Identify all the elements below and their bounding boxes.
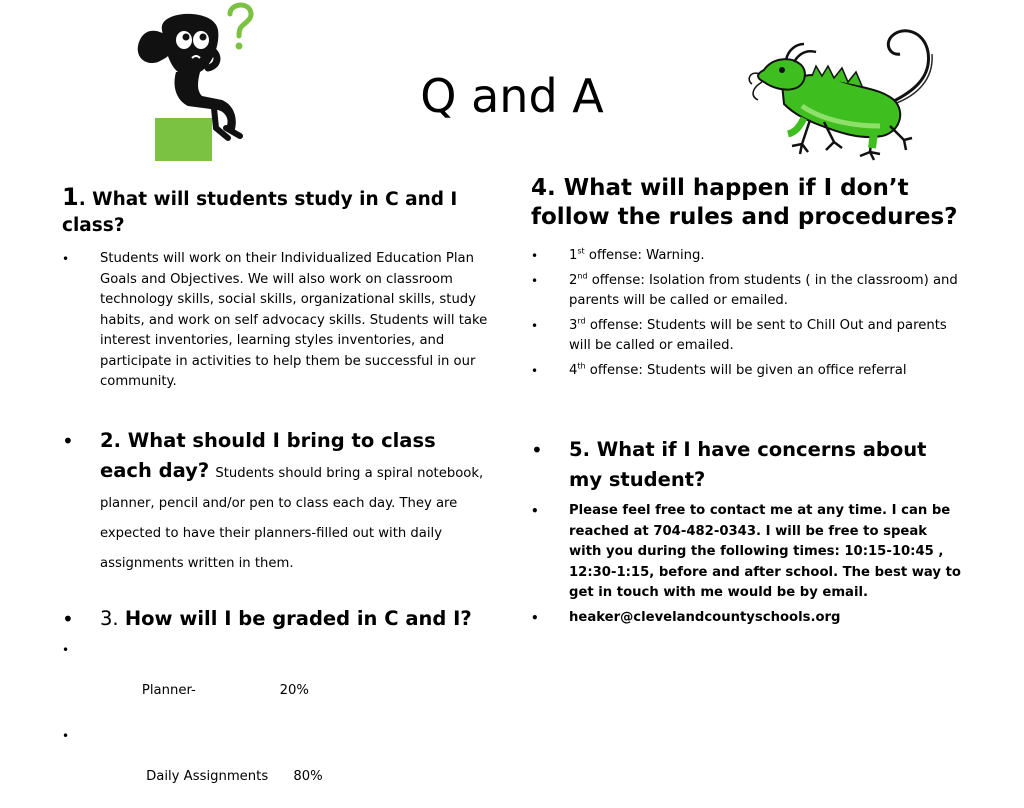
offense-item: [531, 361, 961, 382]
bullet: •: [62, 728, 70, 743]
offense-item: [531, 271, 961, 312]
question-1-heading: [62, 184, 490, 239]
offense-text: offense: Students will be given an office referral: [585, 362, 907, 378]
question-2-list: [62, 426, 490, 576]
bullet: •: [62, 606, 74, 631]
offense-suffix: rd: [577, 316, 586, 326]
grade-item: Daily Assignments: [133, 768, 269, 784]
list-item: [62, 426, 490, 576]
list-item: [62, 249, 490, 393]
left-column: [62, 174, 490, 808]
right-column: [531, 174, 961, 628]
green-dragon-icon: [742, 22, 947, 162]
offense-list: [531, 246, 961, 381]
contact-email: heaker@clevelandcountyschools.org: [569, 609, 841, 625]
list-item: [531, 608, 961, 629]
offense-number: 2: [569, 272, 578, 288]
question-5-heading: 5. What if I have concerns about my student?: [569, 438, 927, 491]
question-5-list: [531, 435, 961, 628]
grade-item: Planner-: [133, 682, 196, 698]
list-item: [531, 435, 961, 495]
question-2-answer: Students should bring a spiral notebook, planner, pencil and/or pen to class each day. They are expected to have their planners-filled out with daily assignments written in them.: [100, 465, 484, 571]
offense-item: [531, 246, 961, 267]
offense-number: 4: [569, 362, 578, 378]
grade-row: [62, 726, 490, 808]
list-item: [62, 604, 490, 634]
list-item: [531, 501, 961, 604]
grade-percent: 80%: [293, 768, 323, 784]
offense-number: 1: [569, 248, 578, 263]
offense-suffix: th: [577, 361, 586, 371]
question-2-heading: 2. What should I bring to class each day?: [100, 428, 436, 482]
offense-number: 3: [569, 317, 578, 333]
question-1-text: . What will students study in C and I class?: [62, 189, 458, 236]
offense-text: offense: Isolation from students ( in the classroom) and parents will be called or emailed.: [569, 272, 958, 308]
grade-percent: 20%: [279, 682, 309, 698]
grade-spacer: [268, 769, 293, 784]
bullet: •: [62, 252, 70, 266]
offense-item: [531, 316, 961, 357]
question-1-number: 1: [62, 183, 79, 211]
question-3-number: 3.: [100, 606, 125, 630]
bullet: •: [531, 363, 539, 378]
question-4-heading: 4. What will happen if I don’t follow the rules and procedures?: [531, 175, 958, 230]
question-3-list: [62, 604, 490, 808]
bullet: •: [531, 438, 543, 462]
question-3-heading: How will I be graded in C and I?: [124, 606, 472, 630]
question-1-list: [62, 249, 490, 393]
grade-row: [62, 640, 490, 722]
bullet: •: [62, 642, 70, 657]
offense-text: offense: Students will be sent to Chill Out and parents will be called or emailed.: [569, 317, 947, 353]
bullet: •: [531, 610, 539, 625]
bullet: •: [531, 249, 539, 263]
offense-suffix: st: [577, 246, 585, 256]
bullet: •: [531, 273, 539, 288]
grade-spacer: [196, 683, 280, 698]
bullet: •: [531, 318, 539, 333]
question-1-answer: Students will work on their Individualized Education Plan Goals and Objectives. We will also work on classroom technology skills, social skills, organizational skills, study habits, and work on self advocacy skills. Students will take interest inventories, learning styles inventories, and participate in activities to help them be successful in our community.: [100, 251, 488, 389]
bullet: •: [531, 504, 539, 518]
page-title: Q and A: [420, 69, 604, 123]
bullet: •: [62, 428, 74, 453]
offense-text: offense: Warning.: [584, 248, 705, 263]
question-5-answer: Please feel free to contact me at any time. I can be reached at 704-482-0343. I will be free to speak with you during the following times: 10:15-10:45 , 12:30-1:15, before and after school. The best way to get in touch with me would be by email.: [569, 503, 961, 600]
offense-suffix: nd: [577, 271, 588, 281]
